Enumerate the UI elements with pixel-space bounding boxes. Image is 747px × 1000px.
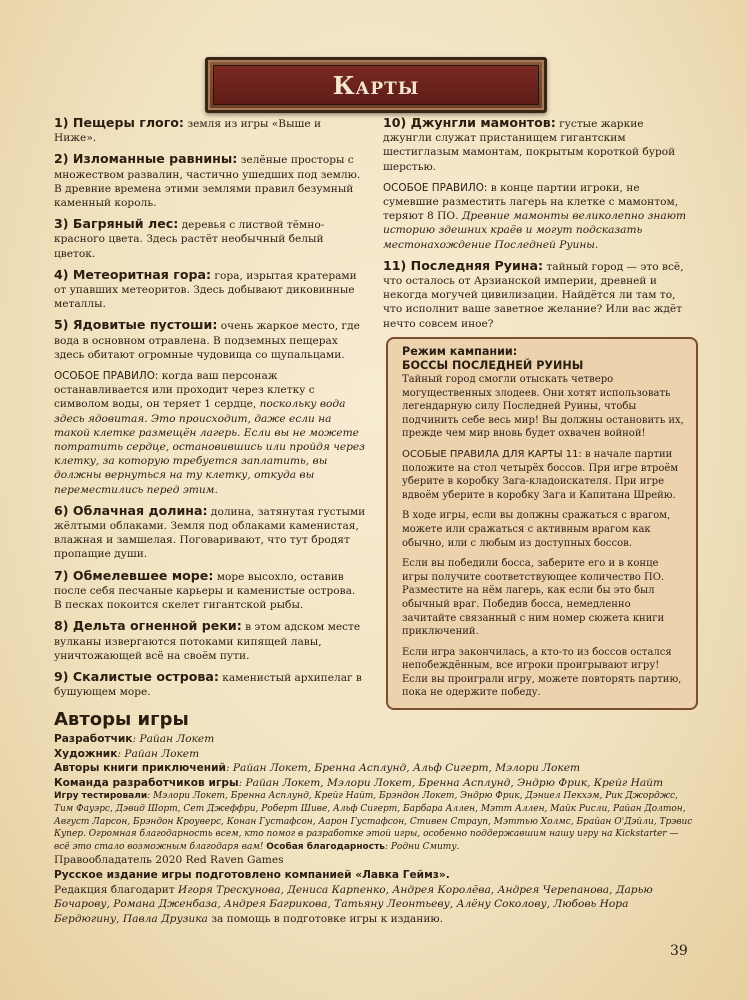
right-column	[383, 116, 695, 338]
campaign-box-head: Режим кампании:	[402, 345, 518, 358]
map-entry-9	[54, 670, 366, 699]
map-entry-1	[54, 116, 366, 145]
title-banner-inner	[213, 65, 539, 105]
map-entry-4	[54, 268, 366, 312]
credits-russian	[54, 868, 694, 883]
campaign-box-p1: Тайный город смогли отыскать четверо могущественных злодеев. Они хотят использовать легендарную силу Последней Руины, чтобы подчинить себе весь мир! Вы должны остановить их, прежде чем мир вновь будет охвачен войной!	[402, 374, 684, 440]
map-entry-7	[54, 569, 366, 613]
credits-value: : Райан Локет	[132, 733, 215, 745]
map-entry-text: густые жаркие джунгли служат пристанищем гигантским шестиглазым мамонтам, покрытым короткой бурой шерстью.	[383, 118, 676, 173]
map-entry-head: 8) Дельта огненной реки:	[54, 618, 242, 634]
special-rule-10	[383, 181, 695, 252]
special-rule-label: ОСОБОЕ ПРАВИЛО:	[54, 370, 159, 383]
special-rule-italic: поскольку вода здесь ядовитая. Это происходит, даже если на такой клетке размещён лагерь. Если вы не можете потратить сердце, остановившись или пройдя через клетку, за которую требуется заплатить, вы должны вернуться на ту клетку, откуда вы переместились перед этим.	[54, 398, 365, 496]
credits-team	[54, 776, 694, 791]
credits-label: Авторы книги приключений	[54, 762, 226, 775]
map-entry-head: 4) Метеоритная гора:	[54, 266, 212, 282]
campaign-box-p2	[402, 448, 684, 502]
credits-testers	[54, 790, 694, 853]
credits-value: : Родни Смиту.	[384, 841, 460, 852]
map-entry-text: в этом адском месте вулканы извергаются потоками кипящей лавы, уничтожающей всё на своём пути.	[54, 621, 361, 662]
map-entry-head: 10) Джунгли мамонтов:	[383, 115, 556, 130]
campaign-box-p5: Если игра закончилась, а кто-то из боссов остался непобеждённым, все игроки проигрывают игру! Если вы проиграли игру, можете повторять партию, пока не одержите победу.	[402, 646, 682, 699]
map-entry-3	[54, 217, 366, 261]
map-entry-head: 5) Ядовитые пустоши:	[54, 317, 218, 333]
map-entry-text: очень жаркое место, где вода в основном отравлена. В подземных пещерах здесь обитают огромные чудовища со щупальцами.	[54, 320, 360, 361]
map-entry-text: зелёные просторы с множеством развалин, частично ушедших под землю. В древние времена этими землями правил безумный каменный король.	[54, 154, 361, 210]
credits-value: за помощь в подготовке игры к изданию.	[207, 912, 443, 925]
credits-thanks	[54, 883, 694, 927]
credits-section	[54, 710, 694, 926]
credits-value: : Мэлори Локет, Бренна Асплунд, Крейг Найт, Брэндон Локет, Эндрю Фрик, Дэниел Пекхэм, Рик Джорджс, Тим Фауэрс, Дэвид Шорт, Сет Джеффри, Роберт Шиве, Альф Сигерт, Барбара Аллен, Мэтт Аллен, Майк Рисли, Райан Долтон, Август Ларсон, Брэндон Кроуверс, Конан Густафсон, Аарон Густафсон, Стивен Страуп, Мэттью Холмс, Брайан О'Дэйли, Трэвис Купер. Огромная благодарность всем, кто помог в разработке этой игры, особенно поддержавшим нашу игру на Kickstarter — всё это стало возможным благодаря вам!	[54, 791, 693, 852]
special-rule-text: когда ваш персонаж останавливается или проходит через клетку с символом воды, он теряет 1 сердце,	[54, 370, 315, 411]
campaign-rule-text: в начале партии положите на стол четырёх боссов. При игре втроём уберите в коробку Зага-кладоискателя. При игре вдвоём уберите в коробку Зага и Капитана Шрейю.	[402, 448, 679, 501]
special-rule-label: ОСОБОЕ ПРАВИЛО:	[383, 181, 488, 194]
credits-book	[54, 761, 694, 776]
map-entry-text: каменистый архипелаг в бушующем море.	[54, 671, 362, 699]
credits-title: Авторы игры	[54, 709, 189, 730]
campaign-box-p3: В ходе игры, если вы должны сражаться с врагом, можете или сражаться с активным врагом как обычно, или с любым из доступных боссов.	[402, 510, 671, 549]
map-entry-text: тайный город — это всё, что осталось от Арзианской империи, древней и некогда могучей цивилизации. Найдётся ли там то, что исполнит ваше заветное желание? Или вас ждёт нечто совсем иное?	[383, 260, 684, 330]
page-title: Карты	[332, 70, 420, 100]
map-entry-text: деревья с листвой тёмно-красного цвета. Здесь растёт необычный белый цветок.	[54, 219, 325, 260]
special-rule-text: в конце партии игроки, не сумевшие разместить лагерь на клетке с мамонтом, теряют 8 ПО.	[383, 181, 679, 223]
map-entry-5	[54, 318, 366, 362]
credits-value: Игоря Трескунова, Дениса Карпенко, Андрея Королёва, Андрея Черепанова, Дарью Бочарову, Романа Дженбаза, Андрея Багрикова, Татьяну Леонтьеву, Алёну Соколову, Любовь Нора Бердюгину, Павла Друзика	[54, 883, 653, 925]
credits-label: Особая благодарность	[266, 841, 385, 852]
campaign-box-subhead: БОССЫ ПОСЛЕДНЕЙ РУИНЫ	[402, 359, 584, 372]
map-entry-text: гора, изрытая кратерами от упавших метеоритов. Здесь добывают диковинные металлы.	[54, 269, 357, 311]
map-entry-head: 3) Багряный лес:	[54, 216, 179, 232]
map-entry-6	[54, 504, 366, 562]
map-entry-10	[383, 116, 695, 174]
map-entry-head: 11) Последняя Руина:	[383, 257, 544, 273]
page-number: 39	[670, 943, 688, 959]
map-entry-8	[54, 619, 366, 663]
credits-copyright: Правообладатель 2020 Red Raven Games	[54, 854, 284, 867]
map-entry-head: 2) Изломанные равнины:	[54, 151, 238, 167]
credits-value: : Райан Локет	[117, 747, 200, 760]
map-entry-text: земля из игры «Выше и Ниже».	[54, 118, 322, 145]
campaign-box	[386, 337, 698, 710]
map-entry-head: 7) Обмелевшее море:	[54, 567, 214, 583]
map-entry-text: море высохло, оставив после себя песчаные карьеры и каменистые острова. В песках покоится скелет гигантской рыбы.	[54, 570, 356, 612]
special-rule-5	[54, 369, 366, 497]
credits-label: Русское издание игры подготовлено компанией «Лавка Геймз».	[54, 868, 450, 881]
credits-value: : Райан Локет, Бренна Асплунд, Альф Сигерт, Мэлори Локет	[225, 762, 581, 775]
credits-value: Редакция благодарит	[54, 883, 179, 896]
credits-developer	[54, 732, 694, 747]
campaign-box-p4: Если вы победили босса, заберите его и в конце игры получите соответствующее количество ПО. Разместите на нём лагерь, как если бы это был обычный враг. Победив босса, немедленно зачитайте связанный с ним номер сюжета книги приключений.	[402, 558, 665, 638]
map-entry-11	[383, 259, 695, 331]
map-entry-head: 1) Пещеры глого:	[54, 115, 184, 130]
title-banner	[205, 57, 547, 113]
campaign-rule-label: ОСОБЫЕ ПРАВИЛА ДЛЯ КАРТЫ 11:	[402, 448, 582, 460]
credits-label: Разработчик	[54, 733, 133, 745]
left-column	[54, 116, 366, 706]
credits-artist	[54, 747, 694, 762]
map-entry-head: 6) Облачная долина:	[54, 502, 208, 518]
map-entry-head: 9) Скалистые острова:	[54, 668, 219, 684]
map-entry-2	[54, 152, 366, 210]
special-rule-italic: Древние мамонты великолепно знают историю здешних краёв и могут подсказать местонахождение Последней Руины.	[383, 210, 687, 251]
credits-label: Художник	[54, 747, 118, 760]
credits-label: Игру тестировали	[54, 791, 148, 802]
map-entry-text: долина, затянутая густыми жёлтыми облаками. Земля под облаками каменистая, влажная и замшелая. Поговаривают, что тут бродят пропащие души.	[54, 505, 366, 561]
credits-label: Команда разработчиков игры	[54, 776, 239, 789]
credits-value: : Райан Локет, Мэлори Локет, Бренна Асплунд, Эндрю Фрик, Крейг Найт	[238, 776, 664, 789]
